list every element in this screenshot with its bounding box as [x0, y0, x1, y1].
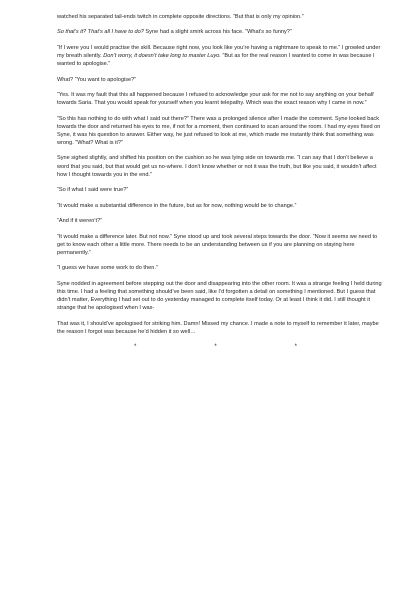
text-run: watched his separated tail-ends twitch in complete opposite directions. “But that is only my opinion.”	[57, 14, 304, 20]
paragraph	[57, 13, 382, 21]
paragraph	[57, 264, 382, 272]
text-run: Syne sighed slightly, and shifted his position on the cushion so he was lying side on towards me. “I can say that I don’t believe a word that you said, but that would get us no-where. I don’t know whether or not it was the truth, but like you said, it wouldn’t affect how I thought towards you in the end.”	[57, 155, 377, 178]
paragraph	[57, 91, 382, 107]
text-run: “I guess we have some work to do then.”	[57, 265, 158, 272]
paragraph	[57, 44, 382, 68]
paragraph	[57, 320, 382, 336]
paragraph	[57, 280, 382, 312]
text-run: “If I were you I would practise the skill. Because right now, you look like you’re having a nightmare to speak to me.” I growled under my breath silently.	[57, 44, 381, 60]
paragraph	[57, 76, 382, 84]
text-run: What? “You want to apologise?”	[57, 76, 137, 83]
paragraph	[57, 202, 382, 210]
scene-break-star: *	[133, 344, 137, 351]
text-run: “And if it weren’t?”	[57, 218, 103, 225]
text-run: “It would make a substantial difference in the future, but as for now, nothing would be to change.”	[57, 202, 297, 209]
paragraph	[57, 28, 382, 36]
text-run: That was it, I should’ve apologised for striking him. Damn! Missed my chance. I made a note to myself to remember it later, maybe the reason I forgot was because he’d hidden it so well…	[57, 320, 379, 335]
paragraph	[57, 154, 382, 178]
text-run: “So this has nothing to do with what I said out there?” There was a prolonged silence after I made the comment. Syne looked back towards the door and returned his eyes to me, if not for a moment, then continued to scan around the room. I had my eyes fixed on Syne, it was his question to answer. Either way, he just refused to look at me, which made me instantly think that something was wrong. “What? What is it?”	[57, 115, 381, 146]
text-run: Syne had a slight smirk across his face. “What’s so funny?”	[143, 29, 292, 36]
scene-break	[57, 343, 382, 351]
text-run: “It would make a difference later. But not now.” Syne stood up and took several steps towards the door. “Now it seems we need to get to know each other a little more. There needs to be an understanding between us if you are planning on staying here permanently.”	[57, 233, 378, 256]
paragraph	[57, 186, 382, 194]
scene-break-star: *	[294, 344, 298, 351]
paragraph	[57, 233, 382, 257]
text-body	[57, 13, 382, 336]
italic-text: So that’s it? That’s all I have to do?	[57, 29, 144, 36]
text-run: “But as for the real reason I wanted to come in was because I wanted to apologise.”	[57, 53, 375, 68]
text-run: “So if what I said were true?”	[57, 187, 129, 194]
paragraph	[57, 217, 382, 225]
scene-break-star: *	[214, 344, 217, 351]
paragraph	[57, 115, 382, 147]
italic-text: Don’t worry, it doesn’t take long to master Luyo.	[103, 53, 221, 60]
text-run: “Yes. It was my fault that this all happened because I refused to acknowledge your ask for me not to say anything on your behalf towards Saria. That you would speak for yourself when you learnt telepathy. Which was the exact reason why I came in now.”	[57, 92, 374, 107]
text-run: Syne nodded in agreement before stepping out the door and disappearing into the other room. It was a strange feeling I held during this time. I had a feeling that something should’ve been said, like I’d forgotten a detail on something I mentioned. But I guess that didn’t matter, Everything I had set out to do yesterday managed to complete itself today. Or at least I think it did. I still thought it strange that he apologised when I was-	[57, 280, 382, 312]
